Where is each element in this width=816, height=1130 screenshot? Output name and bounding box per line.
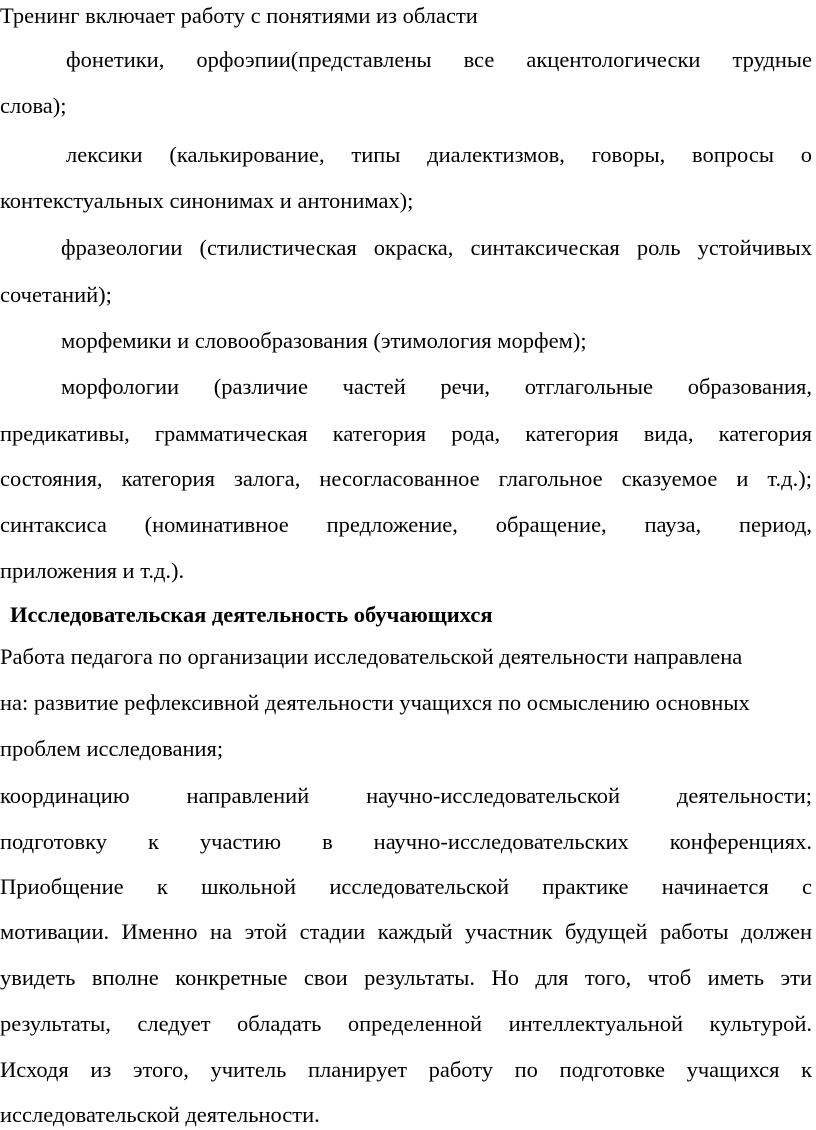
text-line-4: лексики (калькирование, типы диалектизмов, говоры, вопросы о: [66, 142, 812, 167]
text-line-13: приложения и т.д.).: [0, 558, 185, 583]
text-line-11: состояния, категория залога, несогласованное глагольное сказуемое и т.д.);: [0, 466, 812, 491]
text-line-18: координацию направлений научно-исследовательской деятельности;: [0, 783, 812, 808]
text-line-7: сочетаний);: [0, 282, 112, 307]
text-line-20: Приобщение к школьной исследовательской практике начинается с: [0, 874, 812, 899]
text-line-15: Работа педагога по организации исследовательской деятельности направлена: [0, 644, 743, 669]
text-line-25: исследовательской деятельности.: [0, 1102, 320, 1127]
text-line-5: контекстуальных синонимах и антонимах);: [0, 188, 414, 213]
text-line-1: Тренинг включает работу с понятиями из области: [0, 3, 478, 28]
text-line-24: Исходя из этого, учитель планирует работу по подготовке учащихся к: [0, 1057, 812, 1082]
text-line-22: увидеть вполне конкретные свои результаты. Но для того, чтоб иметь эти: [0, 965, 812, 990]
text-line-10: предикативы, грамматическая категория рода, категория вида, категория: [0, 421, 812, 446]
text-line-19: подготовку к участию в научно-исследовательских конференциях.: [0, 829, 812, 854]
text-line-6: фразеологии (стилистическая окраска, синтаксическая роль устойчивых: [61, 235, 812, 260]
text-line-17: проблем исследования;: [0, 736, 224, 761]
section-heading: Исследовательская деятельность обучающихся: [10, 602, 493, 627]
text-line-23: результаты, следует обладать определенной интеллектуальной культурой.: [0, 1011, 812, 1036]
text-line-8: морфемики и словообразования (этимология морфем);: [61, 328, 587, 353]
text-line-2: фонетики, орфоэпии(представлены все акцентологически трудные: [66, 47, 812, 72]
text-line-12: синтаксиса (номинативное предложение, обращение, пауза, период,: [0, 512, 812, 537]
text-line-21: мотивации. Именно на этой стадии каждый участник будущей работы должен: [0, 919, 812, 944]
text-line-3: слова);: [0, 93, 67, 118]
text-line-16: на: развитие рефлексивной деятельности учащихся по осмыслению основных: [0, 690, 750, 715]
text-line-9: морфологии (различие частей речи, отглагольные образования,: [61, 374, 812, 399]
